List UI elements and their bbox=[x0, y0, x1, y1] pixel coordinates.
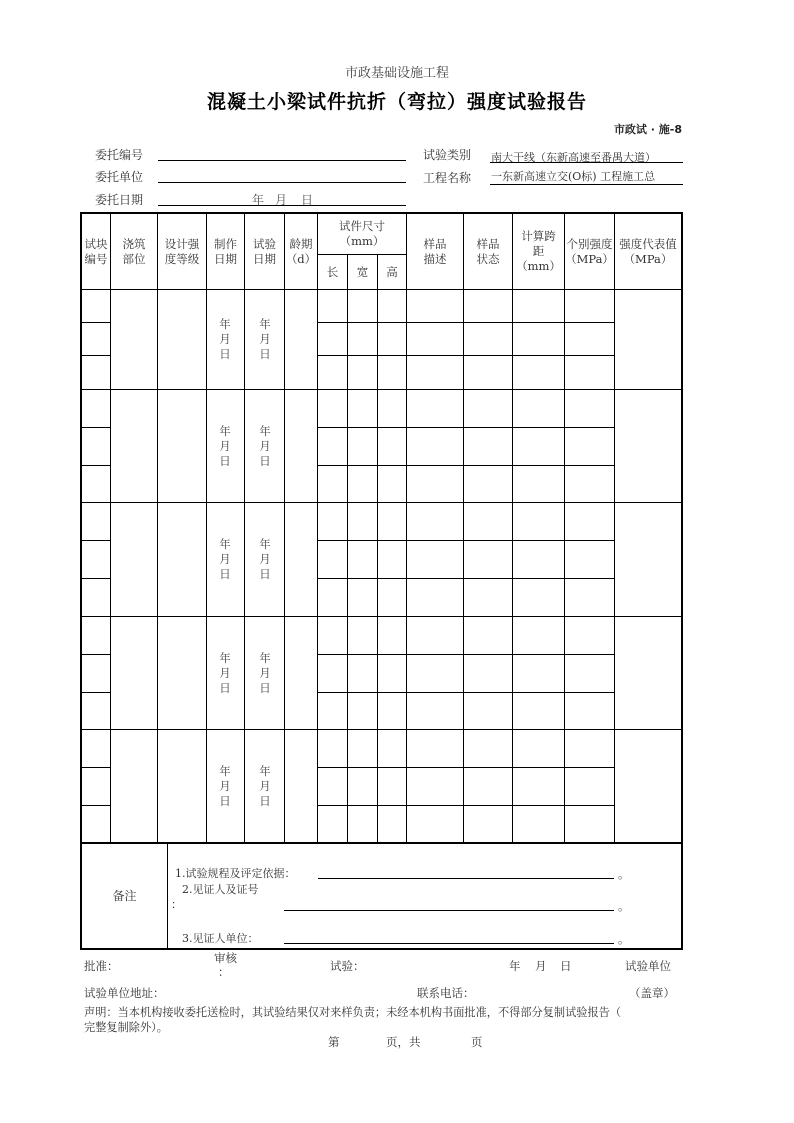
header-make-date: 制作日期 bbox=[214, 236, 237, 266]
table-cell[interactable] bbox=[379, 730, 406, 767]
make-date-char: 日 bbox=[219, 793, 231, 808]
make-date-char: 月 bbox=[219, 665, 231, 680]
table-cell[interactable] bbox=[408, 390, 463, 427]
design-grade-cell[interactable] bbox=[158, 617, 206, 729]
table-cell[interactable] bbox=[349, 323, 377, 355]
design-grade-cell[interactable] bbox=[158, 390, 206, 502]
table-cell[interactable] bbox=[514, 806, 564, 842]
table-cell[interactable] bbox=[566, 466, 614, 502]
table-cell[interactable] bbox=[349, 617, 377, 654]
remarks-line3-field[interactable] bbox=[284, 943, 614, 944]
header-design-grade: 设计强度等级 bbox=[164, 236, 200, 266]
test-date-char: 月 bbox=[259, 438, 271, 453]
table-cell[interactable] bbox=[83, 290, 110, 322]
test-date-char: 月 bbox=[259, 665, 271, 680]
pour-part-cell[interactable] bbox=[111, 617, 157, 729]
table-cell[interactable] bbox=[349, 503, 377, 540]
design-grade-cell[interactable] bbox=[158, 730, 206, 842]
header-test-date: 试验日期 bbox=[253, 236, 276, 266]
table-cell[interactable] bbox=[566, 768, 614, 805]
table-cell[interactable] bbox=[83, 617, 110, 654]
table-cell[interactable] bbox=[319, 356, 347, 389]
table-cell[interactable] bbox=[408, 541, 463, 578]
address-label: 试验单位地址： bbox=[84, 986, 165, 1000]
header-rep-strength: 强度代表值（MPa） bbox=[619, 236, 677, 266]
table-cell[interactable] bbox=[349, 428, 377, 465]
table-cell[interactable] bbox=[408, 579, 463, 616]
table-cell[interactable] bbox=[349, 806, 377, 842]
make-date-char: 日 bbox=[219, 453, 231, 468]
make-date-char: 年 bbox=[219, 537, 231, 551]
table-cell[interactable] bbox=[379, 617, 406, 654]
table-cell[interactable] bbox=[566, 356, 614, 389]
make-date-char: 年 bbox=[219, 423, 231, 438]
remarks-line1-end: 。 bbox=[618, 867, 630, 881]
table-cell[interactable] bbox=[514, 323, 564, 355]
pour-part-cell[interactable] bbox=[111, 730, 157, 842]
make-date-char: 日 bbox=[219, 567, 231, 581]
age-cell[interactable] bbox=[285, 503, 317, 616]
table-cell[interactable] bbox=[566, 655, 614, 692]
test-date-char: 日 bbox=[259, 567, 271, 581]
table-cell[interactable] bbox=[319, 806, 347, 842]
table-cell[interactable] bbox=[465, 655, 512, 692]
table-cell[interactable] bbox=[408, 693, 463, 729]
table-cell[interactable] bbox=[349, 730, 377, 767]
entrust-date-label: 委托日期 bbox=[95, 193, 144, 207]
table-cell[interactable] bbox=[319, 617, 347, 654]
table-cell[interactable] bbox=[408, 617, 463, 654]
table-cell[interactable] bbox=[83, 579, 110, 616]
age-cell[interactable] bbox=[285, 390, 317, 502]
table-cell[interactable] bbox=[379, 655, 406, 692]
table-cell[interactable] bbox=[566, 323, 614, 355]
header-size: 试件尺寸（mm） bbox=[339, 219, 385, 248]
test-unit-label: 试验单位 bbox=[625, 959, 671, 973]
remarks-line2-colon: ： bbox=[171, 898, 182, 911]
make-date-char: 月 bbox=[219, 332, 231, 346]
table-cell[interactable] bbox=[379, 390, 406, 427]
table-cell[interactable] bbox=[83, 428, 110, 465]
pour-part-cell[interactable] bbox=[111, 290, 157, 389]
table-cell[interactable] bbox=[566, 428, 614, 465]
remarks-line2-label: 2.见证人及证号 bbox=[182, 883, 259, 896]
table-cell[interactable] bbox=[465, 617, 512, 654]
make-date-char: 月 bbox=[219, 778, 231, 793]
table-cell[interactable] bbox=[83, 541, 110, 578]
table-cell[interactable] bbox=[408, 466, 463, 502]
table-cell[interactable] bbox=[465, 806, 512, 842]
table-cell[interactable] bbox=[514, 617, 564, 654]
table-cell[interactable] bbox=[379, 466, 406, 502]
table-cell[interactable] bbox=[408, 356, 463, 389]
table-cell[interactable] bbox=[349, 356, 377, 389]
make-date-char: 年 bbox=[219, 650, 231, 665]
table-cell[interactable] bbox=[319, 730, 347, 767]
table-cell[interactable] bbox=[83, 730, 110, 767]
table-cell[interactable] bbox=[319, 503, 347, 540]
header-length: 长 bbox=[326, 264, 339, 279]
table-cell[interactable] bbox=[514, 466, 564, 502]
table-cell[interactable] bbox=[514, 503, 564, 540]
table-cell[interactable] bbox=[319, 390, 347, 427]
table-cell[interactable] bbox=[465, 768, 512, 805]
entrust-date-year: 年 bbox=[252, 193, 265, 207]
test-type-label: 试验类别 bbox=[423, 148, 472, 162]
test-date-char: 年 bbox=[259, 537, 271, 551]
header-sample-desc: 样品描述 bbox=[423, 236, 447, 266]
header-span: 计算跨距（mm） bbox=[516, 229, 561, 273]
page-first: 第 bbox=[328, 1035, 340, 1049]
table-cell[interactable] bbox=[408, 806, 463, 842]
table-cell[interactable] bbox=[83, 655, 110, 692]
table-cell[interactable] bbox=[465, 466, 512, 502]
header-pour-part: 浇筑部位 bbox=[122, 236, 146, 266]
review-label: 审核 bbox=[214, 951, 237, 965]
footer-month: 月 bbox=[535, 959, 547, 973]
table-cell[interactable] bbox=[83, 466, 110, 502]
table-cell[interactable] bbox=[379, 768, 406, 805]
table-cell[interactable] bbox=[379, 428, 406, 465]
table-cell[interactable] bbox=[349, 290, 377, 322]
table-cell[interactable] bbox=[408, 655, 463, 692]
table-cell[interactable] bbox=[319, 323, 347, 355]
project-field[interactable] bbox=[490, 184, 683, 185]
project-label: 工程名称 bbox=[423, 171, 472, 185]
phone-label: 联系电话： bbox=[417, 986, 475, 1000]
remarks-line3-end: 。 bbox=[618, 932, 630, 946]
table-cell[interactable] bbox=[566, 693, 614, 729]
footer-year: 年 bbox=[509, 959, 521, 973]
table-cell[interactable] bbox=[514, 768, 564, 805]
test-date-char: 日 bbox=[259, 347, 271, 361]
table-cell[interactable] bbox=[408, 290, 463, 322]
table-cell[interactable] bbox=[566, 503, 614, 540]
make-date-char: 日 bbox=[219, 680, 231, 695]
table-cell[interactable] bbox=[379, 806, 406, 842]
table-cell[interactable] bbox=[408, 428, 463, 465]
page-mid: 页，共 bbox=[386, 1035, 421, 1049]
header-width: 宽 bbox=[356, 264, 369, 279]
statement-text: 声明：当本机构接收委托送检时，其试验结果仅对来样负责；未经本机构书面批准，不得部分复制试验报告（ bbox=[84, 1006, 622, 1019]
top-title: 市政基础设施工程 bbox=[344, 66, 449, 81]
rep-strength-cell[interactable] bbox=[615, 617, 681, 729]
table-cell[interactable] bbox=[514, 356, 564, 389]
approve-label: 批准： bbox=[84, 959, 119, 973]
project-value: 一东新高速立交(O标) 工程施工总 bbox=[491, 170, 656, 183]
table-cell[interactable] bbox=[379, 356, 406, 389]
remarks-line2-end: 。 bbox=[618, 899, 630, 913]
table-cell[interactable] bbox=[566, 290, 614, 322]
table-cell[interactable] bbox=[566, 541, 614, 578]
table-cell[interactable] bbox=[465, 323, 512, 355]
entrust-date-month: 月 bbox=[275, 193, 288, 207]
table-cell[interactable] bbox=[349, 579, 377, 616]
table-cell[interactable] bbox=[379, 503, 406, 540]
test-date-char: 日 bbox=[259, 680, 271, 695]
test-date-char: 日 bbox=[259, 793, 271, 808]
table-cell[interactable] bbox=[566, 579, 614, 616]
table-cell[interactable] bbox=[514, 541, 564, 578]
table-cell[interactable] bbox=[566, 617, 614, 654]
table-cell[interactable] bbox=[465, 730, 512, 767]
table-cell[interactable] bbox=[379, 693, 406, 729]
remarks-line2-field[interactable] bbox=[284, 910, 614, 911]
remarks-line1-label: 1.试验规程及评定依据： bbox=[175, 867, 296, 880]
table-cell[interactable] bbox=[514, 655, 564, 692]
header-sample-state: 样品状态 bbox=[476, 236, 500, 266]
table-cell[interactable] bbox=[408, 323, 463, 355]
design-grade-cell[interactable] bbox=[158, 503, 206, 616]
table-cell[interactable] bbox=[379, 323, 406, 355]
rep-strength-cell[interactable] bbox=[615, 503, 681, 616]
table-cell[interactable] bbox=[465, 356, 512, 389]
table-cell[interactable] bbox=[319, 655, 347, 692]
table-cell[interactable] bbox=[83, 693, 110, 729]
rep-strength-cell[interactable] bbox=[615, 730, 681, 842]
table-cell[interactable] bbox=[566, 806, 614, 842]
table-cell[interactable] bbox=[83, 768, 110, 805]
table-cell[interactable] bbox=[465, 503, 512, 540]
table-cell[interactable] bbox=[319, 290, 347, 322]
table-cell[interactable] bbox=[83, 503, 110, 540]
report-title: 混凝土小梁试件抗折（弯拉）强度试验报告 bbox=[206, 91, 587, 113]
table-cell[interactable] bbox=[465, 693, 512, 729]
table-cell[interactable] bbox=[379, 541, 406, 578]
entrust-date-day: 日 bbox=[301, 193, 314, 207]
rep-strength-cell[interactable] bbox=[615, 390, 681, 502]
table-cell[interactable] bbox=[349, 541, 377, 578]
remarks-line3-label: 3.见证人单位： bbox=[182, 932, 259, 945]
table-cell[interactable] bbox=[514, 579, 564, 616]
table-cell[interactable] bbox=[349, 655, 377, 692]
table-cell[interactable] bbox=[83, 356, 110, 389]
test-date-char: 日 bbox=[259, 453, 271, 468]
table-cell[interactable] bbox=[83, 390, 110, 427]
table-cell[interactable] bbox=[514, 693, 564, 729]
table-cell[interactable] bbox=[379, 290, 406, 322]
table-cell[interactable] bbox=[408, 730, 463, 767]
make-date-char: 月 bbox=[219, 552, 231, 566]
table-cell[interactable] bbox=[465, 579, 512, 616]
review-colon: ： bbox=[218, 965, 230, 979]
age-cell[interactable] bbox=[285, 617, 317, 729]
table-cell[interactable] bbox=[319, 466, 347, 502]
table-cell[interactable] bbox=[349, 390, 377, 427]
pour-part-cell[interactable] bbox=[111, 390, 157, 502]
test-date-char: 年 bbox=[259, 650, 271, 665]
table-cell[interactable] bbox=[408, 503, 463, 540]
table-cell[interactable] bbox=[566, 730, 614, 767]
header-block-no: 试块编号 bbox=[84, 236, 108, 266]
make-date-char: 日 bbox=[219, 347, 231, 361]
table-cell[interactable] bbox=[379, 579, 406, 616]
remarks-line1-field[interactable] bbox=[318, 878, 614, 879]
rep-strength-cell[interactable] bbox=[615, 290, 681, 389]
remarks-label: 备注 bbox=[112, 888, 137, 903]
entrust-unit-field[interactable] bbox=[158, 182, 406, 183]
make-date-char: 年 bbox=[219, 763, 231, 778]
test-label: 试验： bbox=[330, 959, 365, 973]
page-end: 页 bbox=[471, 1035, 483, 1049]
form-code: 市政试 · 施-8 bbox=[613, 123, 682, 136]
entrust-no-label: 委托编号 bbox=[95, 148, 144, 162]
table-cell[interactable] bbox=[319, 579, 347, 616]
table-cell[interactable] bbox=[465, 390, 512, 427]
test-date-char: 年 bbox=[259, 423, 271, 438]
table-cell[interactable] bbox=[465, 290, 512, 322]
header-age: 龄期（d） bbox=[285, 236, 317, 266]
table-cell[interactable] bbox=[349, 768, 377, 805]
table-cell[interactable] bbox=[514, 290, 564, 322]
test-date-char: 年 bbox=[259, 317, 271, 331]
footer-day: 日 bbox=[560, 959, 572, 973]
entrust-unit-label: 委托单位 bbox=[95, 170, 144, 184]
table-cell[interactable] bbox=[319, 693, 347, 729]
table-cell[interactable] bbox=[349, 693, 377, 729]
test-type-field[interactable] bbox=[490, 162, 683, 163]
table-cell[interactable] bbox=[349, 466, 377, 502]
make-date-char: 月 bbox=[219, 438, 231, 453]
table-cell[interactable] bbox=[319, 768, 347, 805]
table-cell[interactable] bbox=[465, 541, 512, 578]
header-height: 高 bbox=[386, 264, 398, 279]
table-cell[interactable] bbox=[514, 428, 564, 465]
table-cell[interactable] bbox=[319, 428, 347, 465]
test-date-char: 月 bbox=[259, 778, 271, 793]
age-cell[interactable] bbox=[285, 730, 317, 842]
design-grade-cell[interactable] bbox=[158, 290, 206, 389]
table-cell[interactable] bbox=[465, 428, 512, 465]
make-date-char: 年 bbox=[219, 317, 231, 331]
test-date-char: 月 bbox=[259, 552, 271, 566]
age-cell[interactable] bbox=[285, 290, 317, 389]
table-cell[interactable] bbox=[408, 768, 463, 805]
table-cell[interactable] bbox=[83, 806, 110, 842]
test-date-char: 年 bbox=[259, 763, 271, 778]
seal-label: （盖章） bbox=[629, 986, 675, 1000]
pour-part-cell[interactable] bbox=[111, 503, 157, 616]
table-cell[interactable] bbox=[566, 390, 614, 427]
table-cell[interactable] bbox=[83, 323, 110, 355]
table-cell[interactable] bbox=[514, 730, 564, 767]
statement-text-2: 完整复制除外）。 bbox=[84, 1021, 168, 1034]
test-date-char: 月 bbox=[259, 332, 271, 346]
entrust-no-field[interactable] bbox=[158, 160, 406, 161]
table-cell[interactable] bbox=[319, 541, 347, 578]
test-type-value: 南大干线（东新高速至番禺大道） bbox=[491, 152, 656, 164]
header-individual-strength: 个别强度（MPa） bbox=[565, 236, 614, 266]
table-cell[interactable] bbox=[514, 390, 564, 427]
